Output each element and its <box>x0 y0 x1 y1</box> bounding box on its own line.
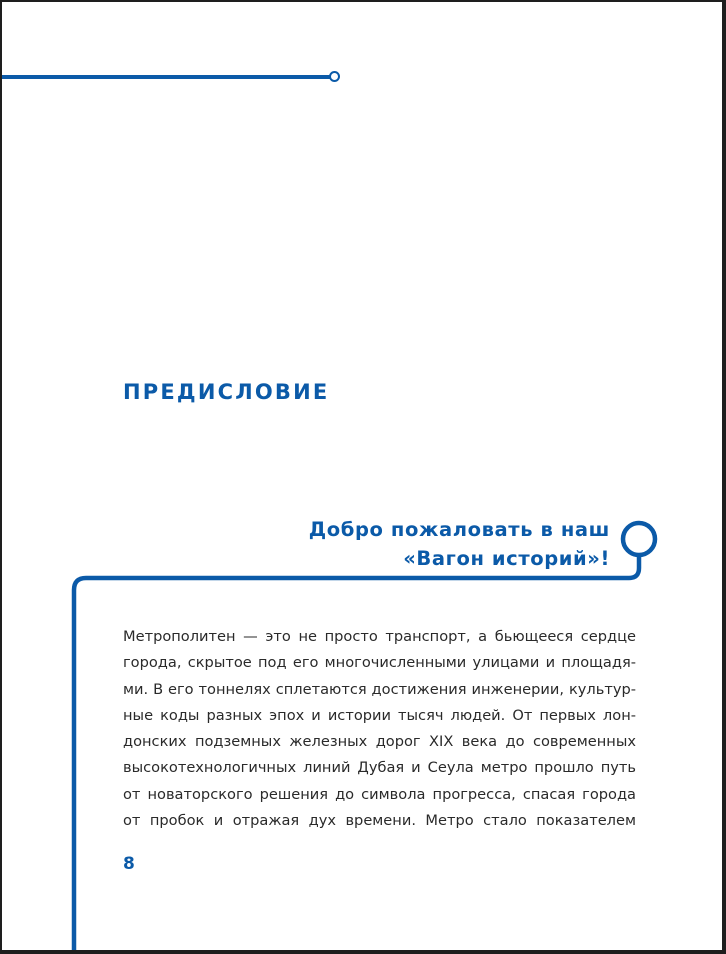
body-line: Метрополитен — это не просто транспорт, а бьющееся сердце <box>123 628 636 645</box>
body-line: ми. В его тоннелях сплетаются достижения инженерии, культур- <box>123 680 636 698</box>
body-line: от пробок и отражая дух времени. Метро стало показателем <box>123 812 636 830</box>
body-line: высокотехнологичных линий Дубая и Сеула метро прошло путь <box>123 759 636 777</box>
body-line: города, скрытое под его многочисленными улицами и площадя- <box>123 654 636 672</box>
chapter-title: ПРЕДИСЛОВИЕ <box>123 380 330 404</box>
subtitle-line-2: «Вагон историй»! <box>403 547 610 570</box>
book-page <box>2 2 722 950</box>
body-line: ные коды разных эпох и истории тысяч людей. От первых лон- <box>123 706 636 724</box>
body-line: от новаторского решения до символа прогресса, спасая города <box>123 785 636 803</box>
subtitle-line-1: Добро пожаловать в наш <box>308 518 610 541</box>
body-line: донских подземных железных дорог XIX века до современных <box>123 733 636 751</box>
page-number: 8 <box>123 854 135 874</box>
body-paragraph <box>123 624 636 834</box>
metro-station-ring-icon <box>623 523 655 555</box>
